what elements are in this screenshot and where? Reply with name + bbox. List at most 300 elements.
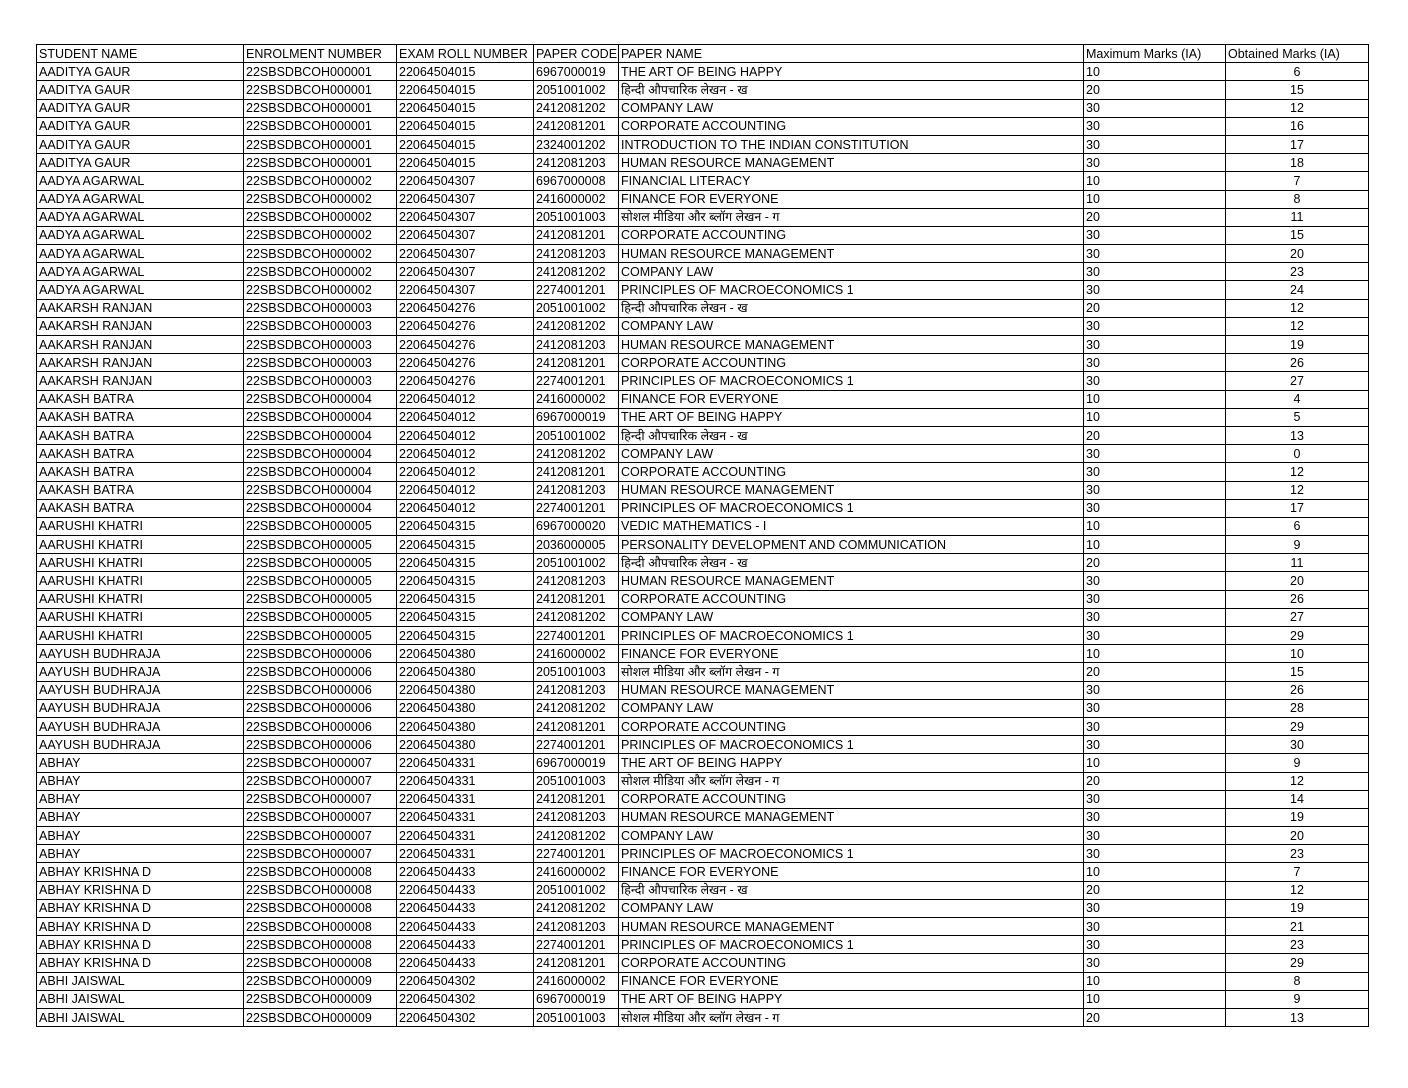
paper-code-cell: 2274001201: [534, 499, 619, 517]
maximum-marks-cell: 30: [1084, 226, 1226, 244]
paper-code-cell: 2412081203: [534, 245, 619, 263]
student-name-cell: AAYUSH BUDHRAJA: [37, 717, 244, 735]
enrolment-number-cell: 22SBSDBCOH000008: [244, 936, 397, 954]
enrolment-number-cell: 22SBSDBCOH000007: [244, 772, 397, 790]
maximum-marks-cell: 30: [1084, 681, 1226, 699]
paper-name-cell: हिन्दी औपचारिक लेखन - ख: [619, 299, 1084, 317]
paper-name-cell: THE ART OF BEING HAPPY: [619, 63, 1084, 81]
maximum-marks-cell: 10: [1084, 645, 1226, 663]
student-name-cell: AARUSHI KHATRI: [37, 517, 244, 535]
paper-code-cell: 2051001002: [534, 426, 619, 444]
obtained-marks-cell: 7: [1226, 172, 1369, 190]
paper-code-cell: 2412081203: [534, 681, 619, 699]
obtained-marks-cell: 24: [1226, 281, 1369, 299]
paper-code-cell: 6967000019: [534, 63, 619, 81]
obtained-marks-cell: 26: [1226, 590, 1369, 608]
student-name-cell: AADYA AGARWAL: [37, 190, 244, 208]
exam-roll-number-cell: 22064504315: [397, 554, 534, 572]
paper-code-cell: 2274001201: [534, 936, 619, 954]
exam-roll-number-cell: 22064504302: [397, 972, 534, 990]
maximum-marks-cell: 30: [1084, 372, 1226, 390]
obtained-marks-cell: 29: [1226, 954, 1369, 972]
obtained-marks-cell: 16: [1226, 117, 1369, 135]
paper-name-cell: THE ART OF BEING HAPPY: [619, 990, 1084, 1008]
table-row: [37, 390, 1369, 408]
student-name-cell: AAKARSH RANJAN: [37, 336, 244, 354]
maximum-marks-cell: 30: [1084, 736, 1226, 754]
paper-name-cell: CORPORATE ACCOUNTING: [619, 717, 1084, 735]
table-row: [37, 463, 1369, 481]
enrolment-number-cell: 22SBSDBCOH000005: [244, 554, 397, 572]
paper-code-cell: 6967000019: [534, 990, 619, 1008]
table-row: [37, 154, 1369, 172]
paper-code-cell: 2412081203: [534, 154, 619, 172]
column-header-exam-roll-number: EXAM ROLL NUMBER: [397, 45, 534, 63]
student-name-cell: AADYA AGARWAL: [37, 208, 244, 226]
exam-roll-number-cell: 22064504380: [397, 645, 534, 663]
table-row: [37, 863, 1369, 881]
enrolment-number-cell: 22SBSDBCOH000007: [244, 827, 397, 845]
maximum-marks-cell: 30: [1084, 790, 1226, 808]
obtained-marks-cell: 12: [1226, 881, 1369, 899]
obtained-marks-cell: 12: [1226, 772, 1369, 790]
maximum-marks-cell: 20: [1084, 81, 1226, 99]
paper-name-cell: COMPANY LAW: [619, 445, 1084, 463]
exam-roll-number-cell: 22064504380: [397, 663, 534, 681]
table-row: [37, 717, 1369, 735]
paper-code-cell: 2412081201: [534, 790, 619, 808]
maximum-marks-cell: 30: [1084, 481, 1226, 499]
enrolment-number-cell: 22SBSDBCOH000007: [244, 845, 397, 863]
maximum-marks-cell: 20: [1084, 554, 1226, 572]
maximum-marks-cell: 10: [1084, 754, 1226, 772]
header-row: [37, 45, 1369, 63]
enrolment-number-cell: 22SBSDBCOH000002: [244, 190, 397, 208]
exam-roll-number-cell: 22064504315: [397, 608, 534, 626]
paper-code-cell: 2412081203: [534, 572, 619, 590]
table-row: [37, 299, 1369, 317]
table-row: [37, 336, 1369, 354]
paper-name-cell: COMPANY LAW: [619, 317, 1084, 335]
table-row: [37, 608, 1369, 626]
paper-name-cell: PRINCIPLES OF MACROECONOMICS 1: [619, 281, 1084, 299]
obtained-marks-cell: 10: [1226, 645, 1369, 663]
paper-name-cell: HUMAN RESOURCE MANAGEMENT: [619, 481, 1084, 499]
paper-code-cell: 2416000002: [534, 390, 619, 408]
obtained-marks-cell: 4: [1226, 390, 1369, 408]
enrolment-number-cell: 22SBSDBCOH000007: [244, 808, 397, 826]
exam-roll-number-cell: 22064504276: [397, 336, 534, 354]
enrolment-number-cell: 22SBSDBCOH000001: [244, 81, 397, 99]
maximum-marks-cell: 30: [1084, 699, 1226, 717]
obtained-marks-cell: 15: [1226, 226, 1369, 244]
exam-roll-number-cell: 22064504315: [397, 590, 534, 608]
exam-roll-number-cell: 22064504015: [397, 117, 534, 135]
maximum-marks-cell: 30: [1084, 445, 1226, 463]
enrolment-number-cell: 22SBSDBCOH000007: [244, 754, 397, 772]
exam-roll-number-cell: 22064504331: [397, 808, 534, 826]
student-name-cell: AADITYA GAUR: [37, 81, 244, 99]
paper-name-cell: THE ART OF BEING HAPPY: [619, 408, 1084, 426]
obtained-marks-cell: 20: [1226, 827, 1369, 845]
table-row: [37, 408, 1369, 426]
paper-code-cell: 2416000002: [534, 190, 619, 208]
obtained-marks-cell: 8: [1226, 190, 1369, 208]
maximum-marks-cell: 10: [1084, 390, 1226, 408]
exam-roll-number-cell: 22064504012: [397, 390, 534, 408]
paper-name-cell: HUMAN RESOURCE MANAGEMENT: [619, 918, 1084, 936]
enrolment-number-cell: 22SBSDBCOH000008: [244, 899, 397, 917]
obtained-marks-cell: 12: [1226, 317, 1369, 335]
enrolment-number-cell: 22SBSDBCOH000008: [244, 863, 397, 881]
student-name-cell: AADYA AGARWAL: [37, 281, 244, 299]
obtained-marks-cell: 6: [1226, 63, 1369, 81]
paper-code-cell: 2051001003: [534, 1008, 619, 1026]
exam-roll-number-cell: 22064504331: [397, 754, 534, 772]
paper-code-cell: 2412081201: [534, 590, 619, 608]
student-name-cell: ABHAY KRISHNA D: [37, 936, 244, 954]
paper-code-cell: 2051001002: [534, 81, 619, 99]
paper-code-cell: 2274001201: [534, 736, 619, 754]
enrolment-number-cell: 22SBSDBCOH000002: [244, 245, 397, 263]
paper-name-cell: VEDIC MATHEMATICS - I: [619, 517, 1084, 535]
table-row: [37, 572, 1369, 590]
student-name-cell: AAYUSH BUDHRAJA: [37, 736, 244, 754]
obtained-marks-cell: 12: [1226, 299, 1369, 317]
paper-code-cell: 2412081202: [534, 608, 619, 626]
paper-name-cell: सोशल मीडिया और ब्लॉग लेखन - ग: [619, 1008, 1084, 1026]
maximum-marks-cell: 30: [1084, 281, 1226, 299]
student-name-cell: AAKARSH RANJAN: [37, 317, 244, 335]
maximum-marks-cell: 30: [1084, 499, 1226, 517]
maximum-marks-cell: 20: [1084, 772, 1226, 790]
table-row: [37, 81, 1369, 99]
student-name-cell: AADYA AGARWAL: [37, 263, 244, 281]
maximum-marks-cell: 30: [1084, 717, 1226, 735]
maximum-marks-cell: 30: [1084, 263, 1226, 281]
paper-code-cell: 2412081201: [534, 717, 619, 735]
obtained-marks-cell: 12: [1226, 481, 1369, 499]
table-row: [37, 63, 1369, 81]
paper-code-cell: 2412081202: [534, 99, 619, 117]
enrolment-number-cell: 22SBSDBCOH000004: [244, 390, 397, 408]
exam-roll-number-cell: 22064504315: [397, 572, 534, 590]
obtained-marks-cell: 27: [1226, 372, 1369, 390]
student-name-cell: AARUSHI KHATRI: [37, 590, 244, 608]
exam-roll-number-cell: 22064504012: [397, 499, 534, 517]
table-row: [37, 845, 1369, 863]
student-name-cell: AADYA AGARWAL: [37, 172, 244, 190]
paper-name-cell: CORPORATE ACCOUNTING: [619, 590, 1084, 608]
enrolment-number-cell: 22SBSDBCOH000006: [244, 645, 397, 663]
student-name-cell: ABHAY KRISHNA D: [37, 899, 244, 917]
student-name-cell: AAKASH BATRA: [37, 499, 244, 517]
maximum-marks-cell: 20: [1084, 299, 1226, 317]
maximum-marks-cell: 30: [1084, 899, 1226, 917]
exam-roll-number-cell: 22064504012: [397, 445, 534, 463]
student-name-cell: AAKASH BATRA: [37, 426, 244, 444]
paper-code-cell: 2412081201: [534, 954, 619, 972]
student-name-cell: AAKASH BATRA: [37, 408, 244, 426]
exam-roll-number-cell: 22064504433: [397, 936, 534, 954]
enrolment-number-cell: 22SBSDBCOH000009: [244, 990, 397, 1008]
paper-code-cell: 2274001201: [534, 845, 619, 863]
student-name-cell: AAYUSH BUDHRAJA: [37, 699, 244, 717]
student-name-cell: ABHAY: [37, 808, 244, 826]
paper-code-cell: 2274001201: [534, 627, 619, 645]
exam-roll-number-cell: 22064504015: [397, 81, 534, 99]
enrolment-number-cell: 22SBSDBCOH000004: [244, 426, 397, 444]
paper-name-cell: INTRODUCTION TO THE INDIAN CONSTITUTION: [619, 135, 1084, 153]
maximum-marks-cell: 10: [1084, 972, 1226, 990]
obtained-marks-cell: 20: [1226, 572, 1369, 590]
exam-roll-number-cell: 22064504380: [397, 717, 534, 735]
table-row: [37, 881, 1369, 899]
paper-code-cell: 2412081201: [534, 117, 619, 135]
table-row: [37, 281, 1369, 299]
enrolment-number-cell: 22SBSDBCOH000004: [244, 463, 397, 481]
student-name-cell: AAKARSH RANJAN: [37, 299, 244, 317]
table-row: [37, 699, 1369, 717]
table-row: [37, 972, 1369, 990]
obtained-marks-cell: 9: [1226, 536, 1369, 554]
obtained-marks-cell: 29: [1226, 627, 1369, 645]
enrolment-number-cell: 22SBSDBCOH000005: [244, 536, 397, 554]
paper-name-cell: CORPORATE ACCOUNTING: [619, 954, 1084, 972]
paper-code-cell: 2416000002: [534, 645, 619, 663]
exam-roll-number-cell: 22064504015: [397, 99, 534, 117]
student-name-cell: ABHAY: [37, 827, 244, 845]
table-row: [37, 536, 1369, 554]
paper-name-cell: FINANCIAL LITERACY: [619, 172, 1084, 190]
table-row: [37, 808, 1369, 826]
paper-code-cell: 6967000019: [534, 408, 619, 426]
maximum-marks-cell: 30: [1084, 954, 1226, 972]
student-name-cell: ABHAY KRISHNA D: [37, 863, 244, 881]
table-header: [37, 45, 1369, 63]
table-row: [37, 899, 1369, 917]
enrolment-number-cell: 22SBSDBCOH000004: [244, 445, 397, 463]
enrolment-number-cell: 22SBSDBCOH000006: [244, 699, 397, 717]
paper-name-cell: COMPANY LAW: [619, 899, 1084, 917]
column-header-enrolment-number: ENROLMENT NUMBER: [244, 45, 397, 63]
paper-name-cell: COMPANY LAW: [619, 263, 1084, 281]
student-name-cell: AADITYA GAUR: [37, 117, 244, 135]
paper-code-cell: 2412081203: [534, 918, 619, 936]
maximum-marks-cell: 30: [1084, 245, 1226, 263]
paper-code-cell: 2412081203: [534, 481, 619, 499]
paper-name-cell: हिन्दी औपचारिक लेखन - ख: [619, 81, 1084, 99]
obtained-marks-cell: 19: [1226, 336, 1369, 354]
table-row: [37, 172, 1369, 190]
exam-roll-number-cell: 22064504315: [397, 517, 534, 535]
table-row: [37, 645, 1369, 663]
paper-code-cell: 2412081202: [534, 263, 619, 281]
paper-code-cell: 2412081201: [534, 354, 619, 372]
maximum-marks-cell: 10: [1084, 990, 1226, 1008]
obtained-marks-cell: 6: [1226, 517, 1369, 535]
paper-name-cell: PRINCIPLES OF MACROECONOMICS 1: [619, 372, 1084, 390]
maximum-marks-cell: 10: [1084, 190, 1226, 208]
maximum-marks-cell: 30: [1084, 154, 1226, 172]
paper-name-cell: COMPANY LAW: [619, 99, 1084, 117]
paper-name-cell: FINANCE FOR EVERYONE: [619, 390, 1084, 408]
paper-code-cell: 6967000019: [534, 754, 619, 772]
maximum-marks-cell: 20: [1084, 208, 1226, 226]
enrolment-number-cell: 22SBSDBCOH000007: [244, 790, 397, 808]
exam-roll-number-cell: 22064504015: [397, 63, 534, 81]
exam-roll-number-cell: 22064504307: [397, 263, 534, 281]
maximum-marks-cell: 30: [1084, 608, 1226, 626]
table-row: [37, 1008, 1369, 1026]
student-name-cell: ABHAY: [37, 772, 244, 790]
obtained-marks-cell: 0: [1226, 445, 1369, 463]
exam-roll-number-cell: 22064504015: [397, 154, 534, 172]
enrolment-number-cell: 22SBSDBCOH000002: [244, 281, 397, 299]
exam-roll-number-cell: 22064504331: [397, 827, 534, 845]
enrolment-number-cell: 22SBSDBCOH000009: [244, 972, 397, 990]
obtained-marks-cell: 23: [1226, 263, 1369, 281]
table-row: [37, 936, 1369, 954]
obtained-marks-cell: 30: [1226, 736, 1369, 754]
obtained-marks-cell: 7: [1226, 863, 1369, 881]
student-name-cell: ABHAY: [37, 845, 244, 863]
maximum-marks-cell: 30: [1084, 918, 1226, 936]
maximum-marks-cell: 20: [1084, 881, 1226, 899]
enrolment-number-cell: 22SBSDBCOH000005: [244, 517, 397, 535]
obtained-marks-cell: 21: [1226, 918, 1369, 936]
student-name-cell: AAKARSH RANJAN: [37, 372, 244, 390]
table-row: [37, 117, 1369, 135]
paper-name-cell: FINANCE FOR EVERYONE: [619, 863, 1084, 881]
paper-name-cell: HUMAN RESOURCE MANAGEMENT: [619, 154, 1084, 172]
enrolment-number-cell: 22SBSDBCOH000001: [244, 154, 397, 172]
paper-code-cell: 2051001002: [534, 299, 619, 317]
paper-code-cell: 2416000002: [534, 972, 619, 990]
obtained-marks-cell: 13: [1226, 1008, 1369, 1026]
student-name-cell: ABHI JAISWAL: [37, 1008, 244, 1026]
paper-name-cell: HUMAN RESOURCE MANAGEMENT: [619, 808, 1084, 826]
enrolment-number-cell: 22SBSDBCOH000008: [244, 918, 397, 936]
obtained-marks-cell: 14: [1226, 790, 1369, 808]
paper-code-cell: 2412081201: [534, 463, 619, 481]
table-row: [37, 190, 1369, 208]
student-name-cell: AAKASH BATRA: [37, 481, 244, 499]
paper-name-cell: FINANCE FOR EVERYONE: [619, 972, 1084, 990]
student-name-cell: AADITYA GAUR: [37, 99, 244, 117]
exam-roll-number-cell: 22064504315: [397, 536, 534, 554]
exam-roll-number-cell: 22064504276: [397, 354, 534, 372]
table-row: [37, 245, 1369, 263]
maximum-marks-cell: 30: [1084, 936, 1226, 954]
student-name-cell: AARUSHI KHATRI: [37, 627, 244, 645]
maximum-marks-cell: 10: [1084, 63, 1226, 81]
paper-code-cell: 2412081203: [534, 336, 619, 354]
maximum-marks-cell: 30: [1084, 845, 1226, 863]
enrolment-number-cell: 22SBSDBCOH000002: [244, 226, 397, 244]
student-name-cell: AADITYA GAUR: [37, 63, 244, 81]
table-row: [37, 481, 1369, 499]
obtained-marks-cell: 17: [1226, 499, 1369, 517]
obtained-marks-cell: 11: [1226, 554, 1369, 572]
paper-code-cell: 2412081202: [534, 445, 619, 463]
maximum-marks-cell: 10: [1084, 517, 1226, 535]
table-row: [37, 445, 1369, 463]
paper-name-cell: FINANCE FOR EVERYONE: [619, 190, 1084, 208]
student-name-cell: ABHAY KRISHNA D: [37, 918, 244, 936]
student-name-cell: AADYA AGARWAL: [37, 245, 244, 263]
maximum-marks-cell: 30: [1084, 336, 1226, 354]
student-name-cell: AARUSHI KHATRI: [37, 608, 244, 626]
enrolment-number-cell: 22SBSDBCOH000008: [244, 954, 397, 972]
paper-name-cell: HUMAN RESOURCE MANAGEMENT: [619, 336, 1084, 354]
table-row: [37, 226, 1369, 244]
paper-name-cell: सोशल मीडिया और ब्लॉग लेखन - ग: [619, 663, 1084, 681]
paper-code-cell: 6967000020: [534, 517, 619, 535]
student-name-cell: AAYUSH BUDHRAJA: [37, 681, 244, 699]
paper-code-cell: 2274001201: [534, 281, 619, 299]
table-row: [37, 790, 1369, 808]
exam-roll-number-cell: 22064504433: [397, 954, 534, 972]
obtained-marks-cell: 13: [1226, 426, 1369, 444]
exam-roll-number-cell: 22064504307: [397, 208, 534, 226]
obtained-marks-cell: 15: [1226, 663, 1369, 681]
table-row: [37, 517, 1369, 535]
enrolment-number-cell: 22SBSDBCOH000002: [244, 208, 397, 226]
paper-name-cell: COMPANY LAW: [619, 699, 1084, 717]
paper-code-cell: 2051001003: [534, 208, 619, 226]
table-row: [37, 954, 1369, 972]
obtained-marks-cell: 19: [1226, 899, 1369, 917]
student-name-cell: AAKARSH RANJAN: [37, 354, 244, 372]
maximum-marks-cell: 30: [1084, 99, 1226, 117]
exam-roll-number-cell: 22064504307: [397, 190, 534, 208]
paper-code-cell: 2416000002: [534, 863, 619, 881]
obtained-marks-cell: 11: [1226, 208, 1369, 226]
paper-name-cell: हिन्दी औपचारिक लेखन - ख: [619, 554, 1084, 572]
paper-name-cell: CORPORATE ACCOUNTING: [619, 226, 1084, 244]
enrolment-number-cell: 22SBSDBCOH000003: [244, 336, 397, 354]
paper-code-cell: 2412081201: [534, 226, 619, 244]
paper-code-cell: 2412081202: [534, 899, 619, 917]
maximum-marks-cell: 20: [1084, 1008, 1226, 1026]
paper-code-cell: 2036000005: [534, 536, 619, 554]
table-row: [37, 827, 1369, 845]
student-name-cell: ABHAY KRISHNA D: [37, 881, 244, 899]
paper-code-cell: 2412081202: [534, 317, 619, 335]
paper-name-cell: CORPORATE ACCOUNTING: [619, 354, 1084, 372]
maximum-marks-cell: 30: [1084, 827, 1226, 845]
maximum-marks-cell: 20: [1084, 426, 1226, 444]
paper-name-cell: PRINCIPLES OF MACROECONOMICS 1: [619, 736, 1084, 754]
table-row: [37, 554, 1369, 572]
maximum-marks-cell: 10: [1084, 408, 1226, 426]
paper-name-cell: PERSONALITY DEVELOPMENT AND COMMUNICATION: [619, 536, 1084, 554]
exam-roll-number-cell: 22064504012: [397, 408, 534, 426]
obtained-marks-cell: 26: [1226, 681, 1369, 699]
enrolment-number-cell: 22SBSDBCOH000006: [244, 717, 397, 735]
column-header-student-name: STUDENT NAME: [37, 45, 244, 63]
paper-code-cell: 2051001003: [534, 772, 619, 790]
obtained-marks-cell: 29: [1226, 717, 1369, 735]
paper-name-cell: PRINCIPLES OF MACROECONOMICS 1: [619, 499, 1084, 517]
paper-code-cell: 2412081202: [534, 699, 619, 717]
enrolment-number-cell: 22SBSDBCOH000002: [244, 172, 397, 190]
maximum-marks-cell: 10: [1084, 863, 1226, 881]
exam-roll-number-cell: 22064504276: [397, 299, 534, 317]
enrolment-number-cell: 22SBSDBCOH000004: [244, 408, 397, 426]
obtained-marks-cell: 15: [1226, 81, 1369, 99]
